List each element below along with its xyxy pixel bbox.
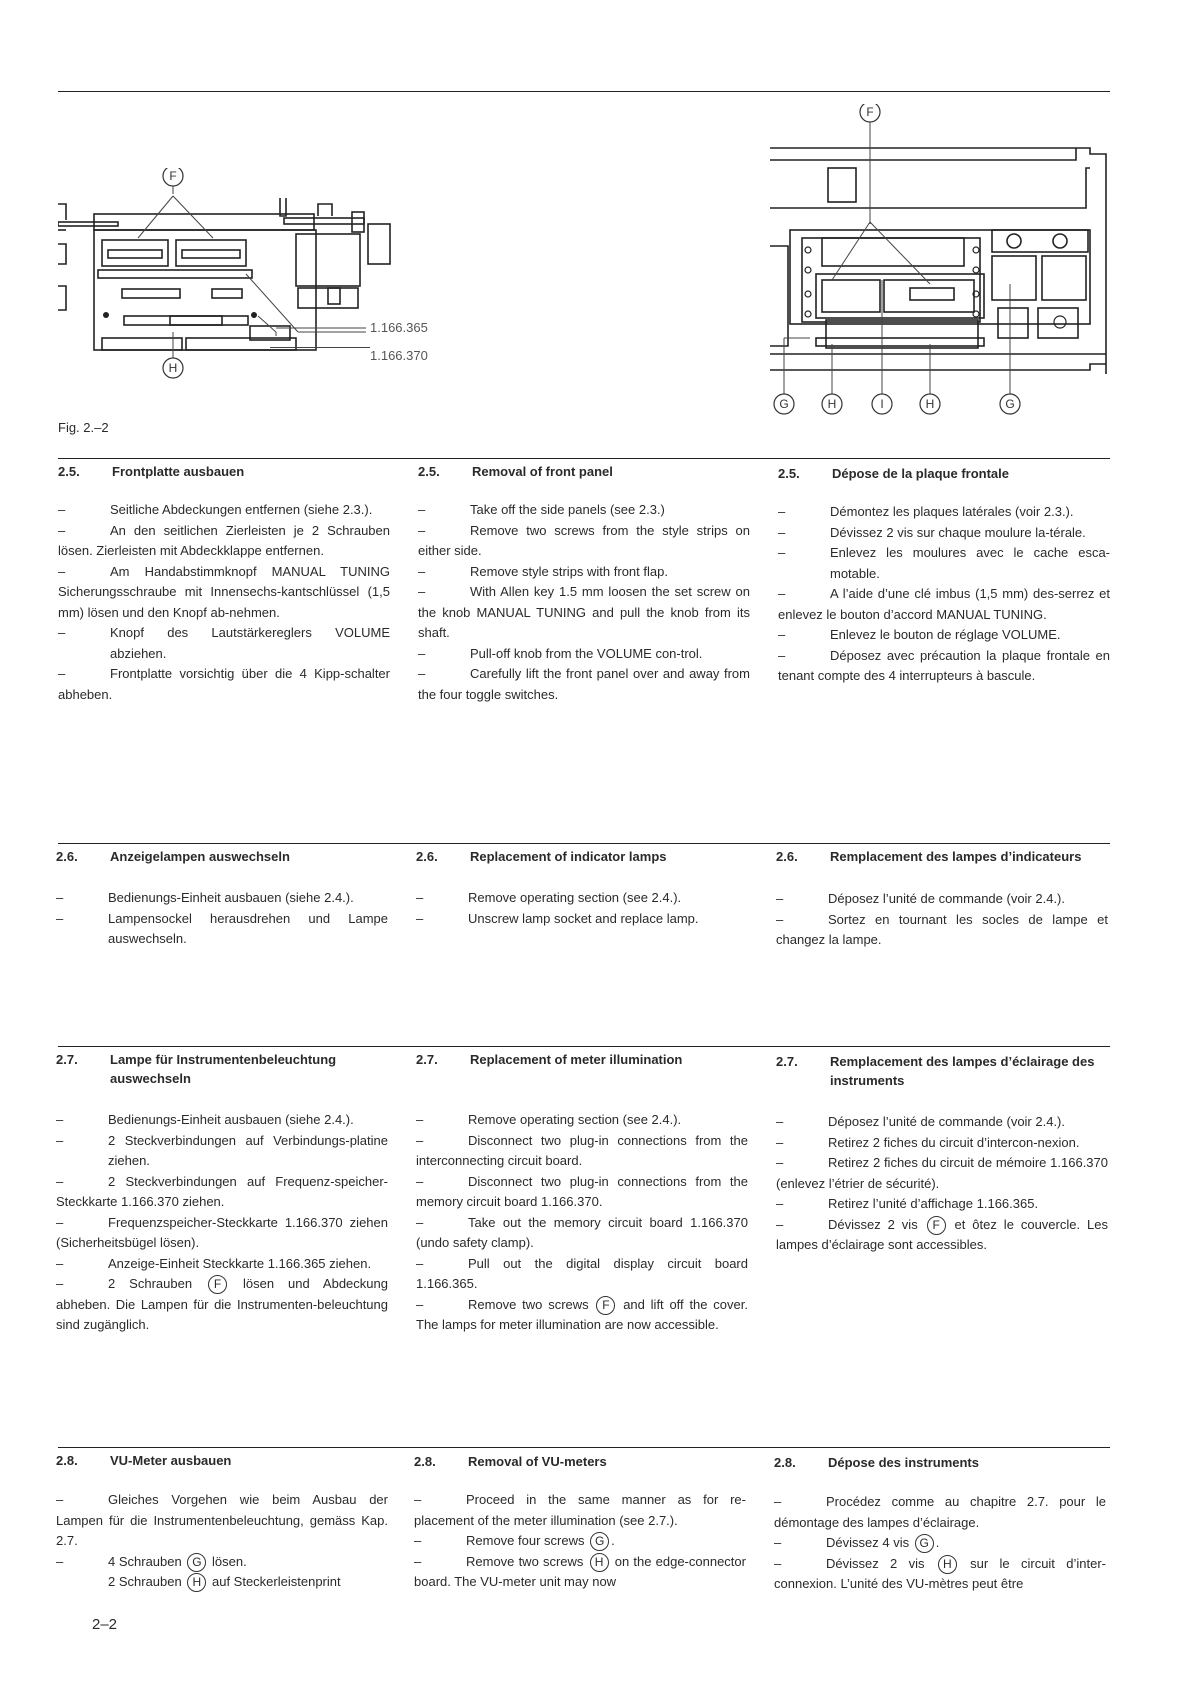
circled-g: G [915, 1534, 934, 1553]
callout-i-right: I [880, 397, 884, 411]
column-fr-27: – Déposez l’unité de commande (voir 2.4.). – Retirez 2 fiches du circuit d’intercon-nexion. – Retirez 2 fiches du circuit de mémoire 1.166.370 (enlevez l’étrier de sécurité). – Retirez l’unité d’affichage 1.166.365. – Dévissez 2 vis F et ôtez le couvercle. Les lampes d’éclairage sont accessibles. [776, 1114, 1108, 1252]
board-label-1166370: 1.166.370 [370, 348, 428, 363]
circled-h: H [590, 1553, 609, 1572]
column-fr-26: – Déposez l’unité de commande (voir 2.4.). – Sortez en tournant les socles de lampe et changez la lampe. [776, 891, 1108, 947]
circled-f: F [208, 1275, 227, 1294]
callout-h-left: H [168, 361, 178, 375]
callout-h-right-1: H [827, 397, 837, 411]
circled-f: F [927, 1216, 946, 1235]
circled-h: H [938, 1555, 957, 1574]
figure-left-diagram [58, 168, 478, 418]
section-rule-28 [58, 1447, 1110, 1448]
callout-f-right: F [866, 105, 874, 119]
column-fr-25: – Démontez les plaques latérales (voir 2.3.). – Dévissez 2 vis sur chaque moulure la-térale. – Enlevez les moulures avec le cache esca-motable. – A l’aide d’une clé imbus (1,5 mm) des-serrez et enlevez le bouton d’accord MANUAL TUNING. – Enlevez le bouton de réglage VOLUME. – Déposez avec précaution la plaque frontale en tenant compte des 4 interrupteurs à bascule. [778, 504, 1110, 683]
callout-g-right-2: G [1005, 397, 1015, 411]
callout-h-right-2: H [925, 397, 935, 411]
figure-caption: Fig. 2.–2 [58, 420, 109, 435]
circled-h: H [187, 1573, 206, 1592]
callout-g-right-1: G [779, 397, 789, 411]
column-en-28: – Proceed in the same manner as for re-placement of the meter illumination (see 2.7.). – Remove four screws G . – Remove two screws H on the edge-connector board. The VU-meter unit may now [414, 1492, 746, 1589]
board-leader-2 [270, 347, 370, 348]
column-en-25: – Take off the side panels (see 2.3.) – Remove two screws from the style strips on either side. – Remove style strips with front flap. – With Allen key 1.5 mm loosen the set screw on the knob MANUAL TUNING and pull the knob from its shaft. – Pull-off knob from the VOLUME con-trol. – Carefully lift the front panel over and away from the four toggle switches. [418, 502, 750, 702]
column-de-25: – Seitliche Abdeckungen entfernen (siehe 2.3.). – An den seitlichen Zierleisten je 2 Schrauben lösen. Zierleisten mit Abdeckklappe entfernen. – Am Handabstimmknopf MANUAL TUNING Sicherungsschraube mit Innensechs-kantschlüssel (1,5 mm) lösen und den Knopf ab-nehmen. – Knopf des Lautstärkereglers VOLUME abziehen. – Frontplatte vorsichtig über die 4 Kipp-schalter abheben. [58, 502, 390, 702]
column-de-26: – Bedienungs-Einheit ausbauen (siehe 2.4.). – Lampensockel herausdrehen und Lampe auswechseln. [56, 890, 388, 946]
column-de-28: – Gleiches Vorgehen wie beim Ausbau der Lampen für die Instrumentenbeleuchtung, gemäss Kap. 2.7. – 4 Schrauben G lösen. 2 Schrauben H auf Steckerleistenprint [56, 1490, 388, 1593]
column-en-26: – Remove operating section (see 2.4.). – Unscrew lamp socket and replace lamp. [416, 890, 699, 926]
circled-f: F [596, 1296, 615, 1315]
column-de-27: – Bedienungs-Einheit ausbauen (siehe 2.4.). – 2 Steckverbindungen auf Verbindungs-platine ziehen. – 2 Steckverbindungen auf Frequenz-speicher-Steckkarte 1.166.370 ziehen. – Frequenzspeicher-Steckkarte 1.166.370 ziehen (Sicherheitsbügel lösen). – Anzeige-Einheit Steckkarte 1.166.365 ziehen. – 2 Schrauben F lösen und Abdeckung abheben. Die Lampen für die Instrumenten-beleuchtung sind zugänglich. [56, 1112, 388, 1332]
column-en-27: – Remove operating section (see 2.4.). – Disconnect two plug-in connections from the interconnecting circuit board. – Disconnect two plug-in connections from the memory circuit board 1.166.370. – Take out the memory circuit board 1.166.370 (undo safety clamp). – Pull out the digital display circuit board 1.166.365. – Remove two screws F and lift off the cover. The lamps for meter illumination are now accessible. [416, 1112, 748, 1332]
figure-right-diagram [770, 104, 1110, 426]
section-rule-26 [58, 843, 1110, 844]
section-rule-25 [58, 458, 1110, 459]
column-fr-28: – Procédez comme au chapitre 2.7. pour le démontage des lampes d’éclairage. – Dévissez 4 vis G . – Dévissez 2 vis H sur le circuit d’inter-connexion. L’unité des VU-mètres peut être [774, 1494, 1106, 1591]
circled-g: G [590, 1532, 609, 1551]
circled-g: G [187, 1553, 206, 1572]
section-rule-27 [58, 1046, 1110, 1047]
page-number: 2–2 [92, 1616, 118, 1633]
callout-f-left: F [169, 169, 177, 183]
top-rule [58, 91, 1110, 92]
board-label-1166365: 1.166.365 [370, 320, 428, 335]
